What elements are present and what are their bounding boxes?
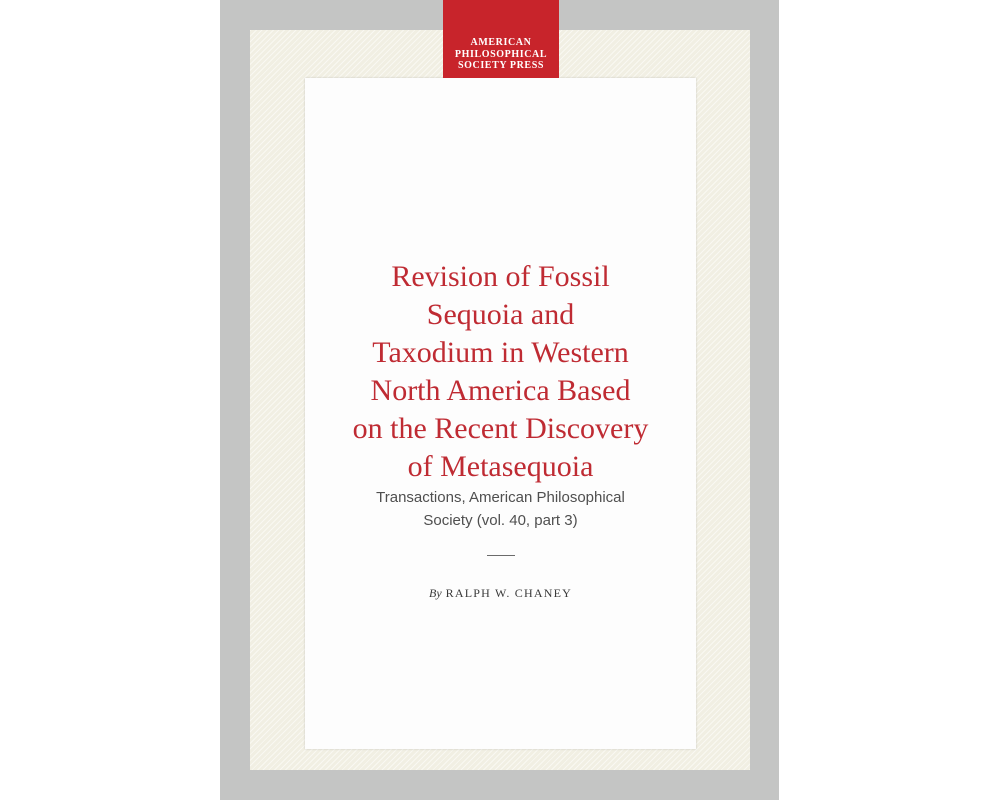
publisher-badge (443, 0, 559, 78)
book-title-line-1: Revision of Fossil (391, 260, 610, 293)
book-title-line-4: North America Based (370, 374, 631, 407)
publisher-name-line-2: PHILOSOPHICAL (454, 48, 548, 60)
byline-prefix: By (428, 586, 442, 600)
book-title-line-6: of Metasequoia (407, 450, 594, 483)
book-cover (220, 0, 779, 800)
divider-rule (487, 555, 515, 556)
cover-title-panel (305, 78, 696, 749)
publisher-name-line-1: AMERICAN (470, 37, 532, 48)
author-byline (305, 585, 696, 601)
author-name: RALPH W. CHANEY (445, 586, 572, 600)
book-title (305, 258, 696, 486)
publisher-name-line-3: SOCIETY PRESS (457, 60, 545, 71)
book-subtitle-line-1: Transactions, American Philosophical (376, 489, 625, 506)
book-title-line-2: Sequoia and (426, 298, 575, 331)
cover-border-frame (250, 30, 750, 770)
book-subtitle (305, 486, 696, 532)
book-subtitle-line-2: Society (vol. 40, part 3) (423, 512, 578, 529)
book-title-line-3: Taxodium in Western (372, 336, 629, 369)
book-title-line-5: on the Recent Discovery (352, 412, 649, 445)
